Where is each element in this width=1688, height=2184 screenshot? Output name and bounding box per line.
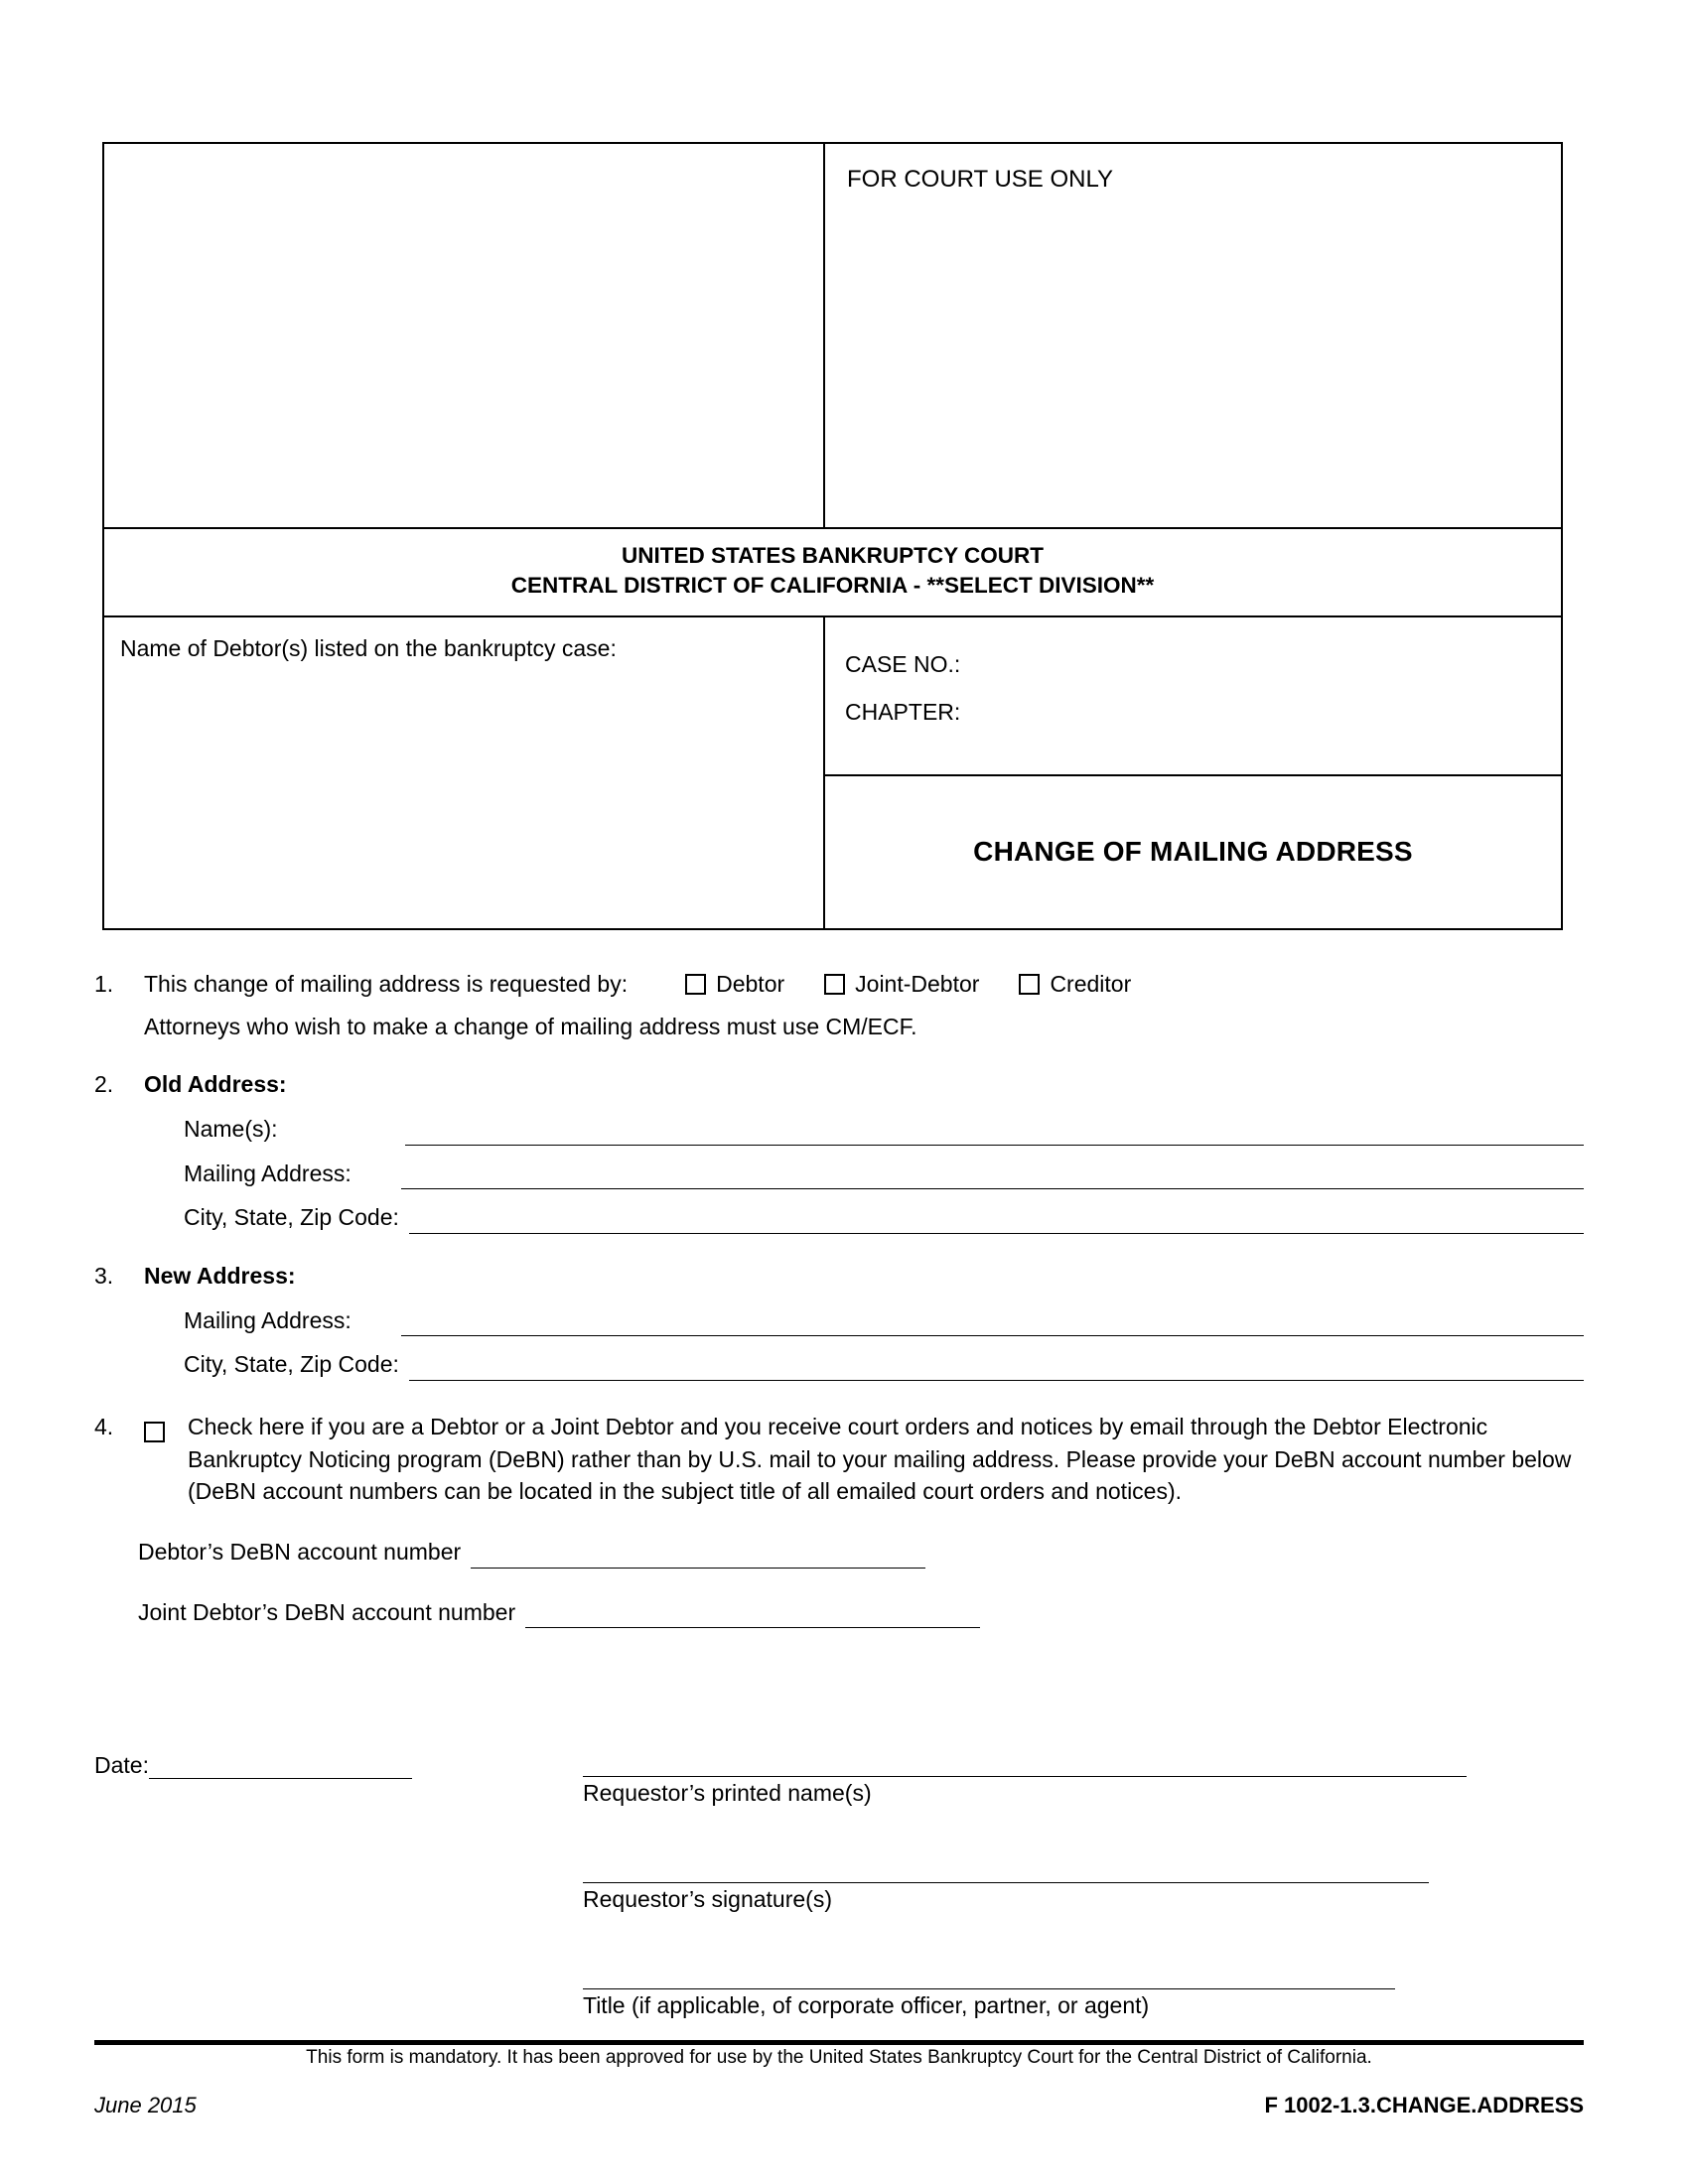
old-address-names-row (144, 1113, 1584, 1146)
court-name-line1: UNITED STATES BANKRUPTCY COURT (621, 543, 1044, 568)
header-top-row (104, 144, 1561, 529)
item-4-number: 4. (94, 1413, 114, 1439)
court-use-only-box (825, 144, 1561, 527)
checkbox-creditor-label: Creditor (1050, 971, 1132, 997)
checkbox-debn[interactable] (144, 1422, 165, 1442)
old-address-city-row (144, 1201, 1584, 1234)
item-4 (94, 1411, 1584, 1508)
checkbox-debtor[interactable] (685, 974, 706, 995)
joint-debtor-debn-row (94, 1596, 1584, 1629)
debtor-name-box[interactable] (104, 617, 825, 928)
footer-divider (94, 2040, 1584, 2045)
checkbox-debtor-label: Debtor (716, 971, 785, 997)
court-use-only-label: FOR COURT USE ONLY (847, 166, 1114, 193)
footer-note: This form is mandatory. It has been approved for use by the United States Bankruptcy Court for the Central District of California. (306, 2047, 1372, 2068)
title-caption: Title (if applicable, of corporate officer, partner, or agent) (583, 1992, 1150, 2018)
item-3 (94, 1260, 1584, 1381)
signature-input[interactable] (583, 1848, 1429, 1883)
old-address-city-input[interactable] (409, 1207, 1584, 1234)
joint-debtor-debn-input[interactable] (525, 1603, 980, 1628)
old-address-mailing-row (144, 1158, 1584, 1190)
item-4-text: Check here if you are a Debtor or a Joint Debtor and you receive court orders and notices by email through the Debtor Electronic Bankruptcy Noticing program (DeBN) rather than by U.S. mail to your mailing address. Please provide your DeBN account number below (DeBN account numbers can be located in the subject title of all emailed court orders and notices). (188, 1413, 1572, 1505)
chapter-label: CHAPTER: (845, 698, 961, 725)
old-address-mailing-label: Mailing Address: (184, 1160, 352, 1186)
item-1 (94, 968, 1584, 1042)
debtor-debn-row (94, 1536, 1584, 1569)
new-address-city-label: City, State, Zip Code: (184, 1351, 399, 1378)
item-2 (94, 1068, 1584, 1234)
new-address-city-row (144, 1348, 1584, 1381)
case-number-label: CASE NO.: (845, 650, 961, 677)
footer-date: June 2015 (94, 2093, 197, 2117)
old-address-names-input[interactable] (405, 1119, 1584, 1146)
item-1-text: This change of mailing address is requested by: (144, 971, 629, 997)
new-address-mailing-label: Mailing Address: (184, 1306, 352, 1333)
new-address-mailing-input[interactable] (401, 1309, 1584, 1336)
printed-name-input[interactable] (583, 1742, 1467, 1777)
case-and-title-column (825, 617, 1561, 928)
new-address-heading: New Address: (144, 1262, 296, 1289)
item-1-number: 1. (94, 971, 114, 997)
signature-caption: Requestor’s signature(s) (583, 1886, 832, 1912)
checkbox-joint-debtor[interactable] (824, 974, 845, 995)
court-name-row (104, 529, 1561, 617)
checkbox-joint-debtor-label: Joint-Debtor (855, 971, 980, 997)
date-input[interactable] (149, 1754, 412, 1779)
header-table (102, 142, 1563, 930)
footer-form-number: F 1002-1.3.CHANGE.ADDRESS (1264, 2093, 1584, 2117)
debtor-debn-input[interactable] (471, 1544, 925, 1569)
joint-debtor-debn-label: Joint Debtor’s DeBN account number (138, 1598, 516, 1625)
form-title: CHANGE OF MAILING ADDRESS (973, 836, 1413, 868)
old-address-names-label: Name(s): (184, 1115, 278, 1142)
court-name-line2: CENTRAL DISTRICT OF CALIFORNIA - **SELECT DIVISION** (510, 573, 1155, 599)
new-address-mailing-row (144, 1304, 1584, 1337)
item-3-number: 3. (94, 1262, 114, 1289)
checkbox-creditor[interactable] (1019, 974, 1040, 995)
checkbox-debn-wrapper (144, 1411, 188, 1508)
case-info-box[interactable] (825, 617, 1561, 776)
title-input[interactable] (583, 1955, 1395, 1989)
old-address-mailing-input[interactable] (401, 1162, 1584, 1189)
old-address-city-label: City, State, Zip Code: (184, 1204, 399, 1231)
debtor-debn-label: Debtor’s DeBN account number (138, 1538, 462, 1565)
header-bottom-row (104, 617, 1561, 928)
debtor-name-label: Name of Debtor(s) listed on the bankruptcy case: (120, 634, 617, 661)
signature-fields (583, 1742, 1584, 2061)
attorney-info-box[interactable] (104, 144, 825, 527)
item-2-number: 2. (94, 1071, 114, 1098)
old-address-heading: Old Address: (144, 1071, 287, 1098)
printed-name-caption: Requestor’s printed name(s) (583, 1780, 872, 1806)
date-label: Date: (94, 1752, 149, 1778)
signature-block (94, 1752, 1584, 2018)
new-address-city-input[interactable] (409, 1354, 1584, 1381)
form-body (94, 968, 1584, 1628)
item-1-note: Attorneys who wish to make a change of mailing address must use CM/ECF. (144, 1013, 917, 1039)
